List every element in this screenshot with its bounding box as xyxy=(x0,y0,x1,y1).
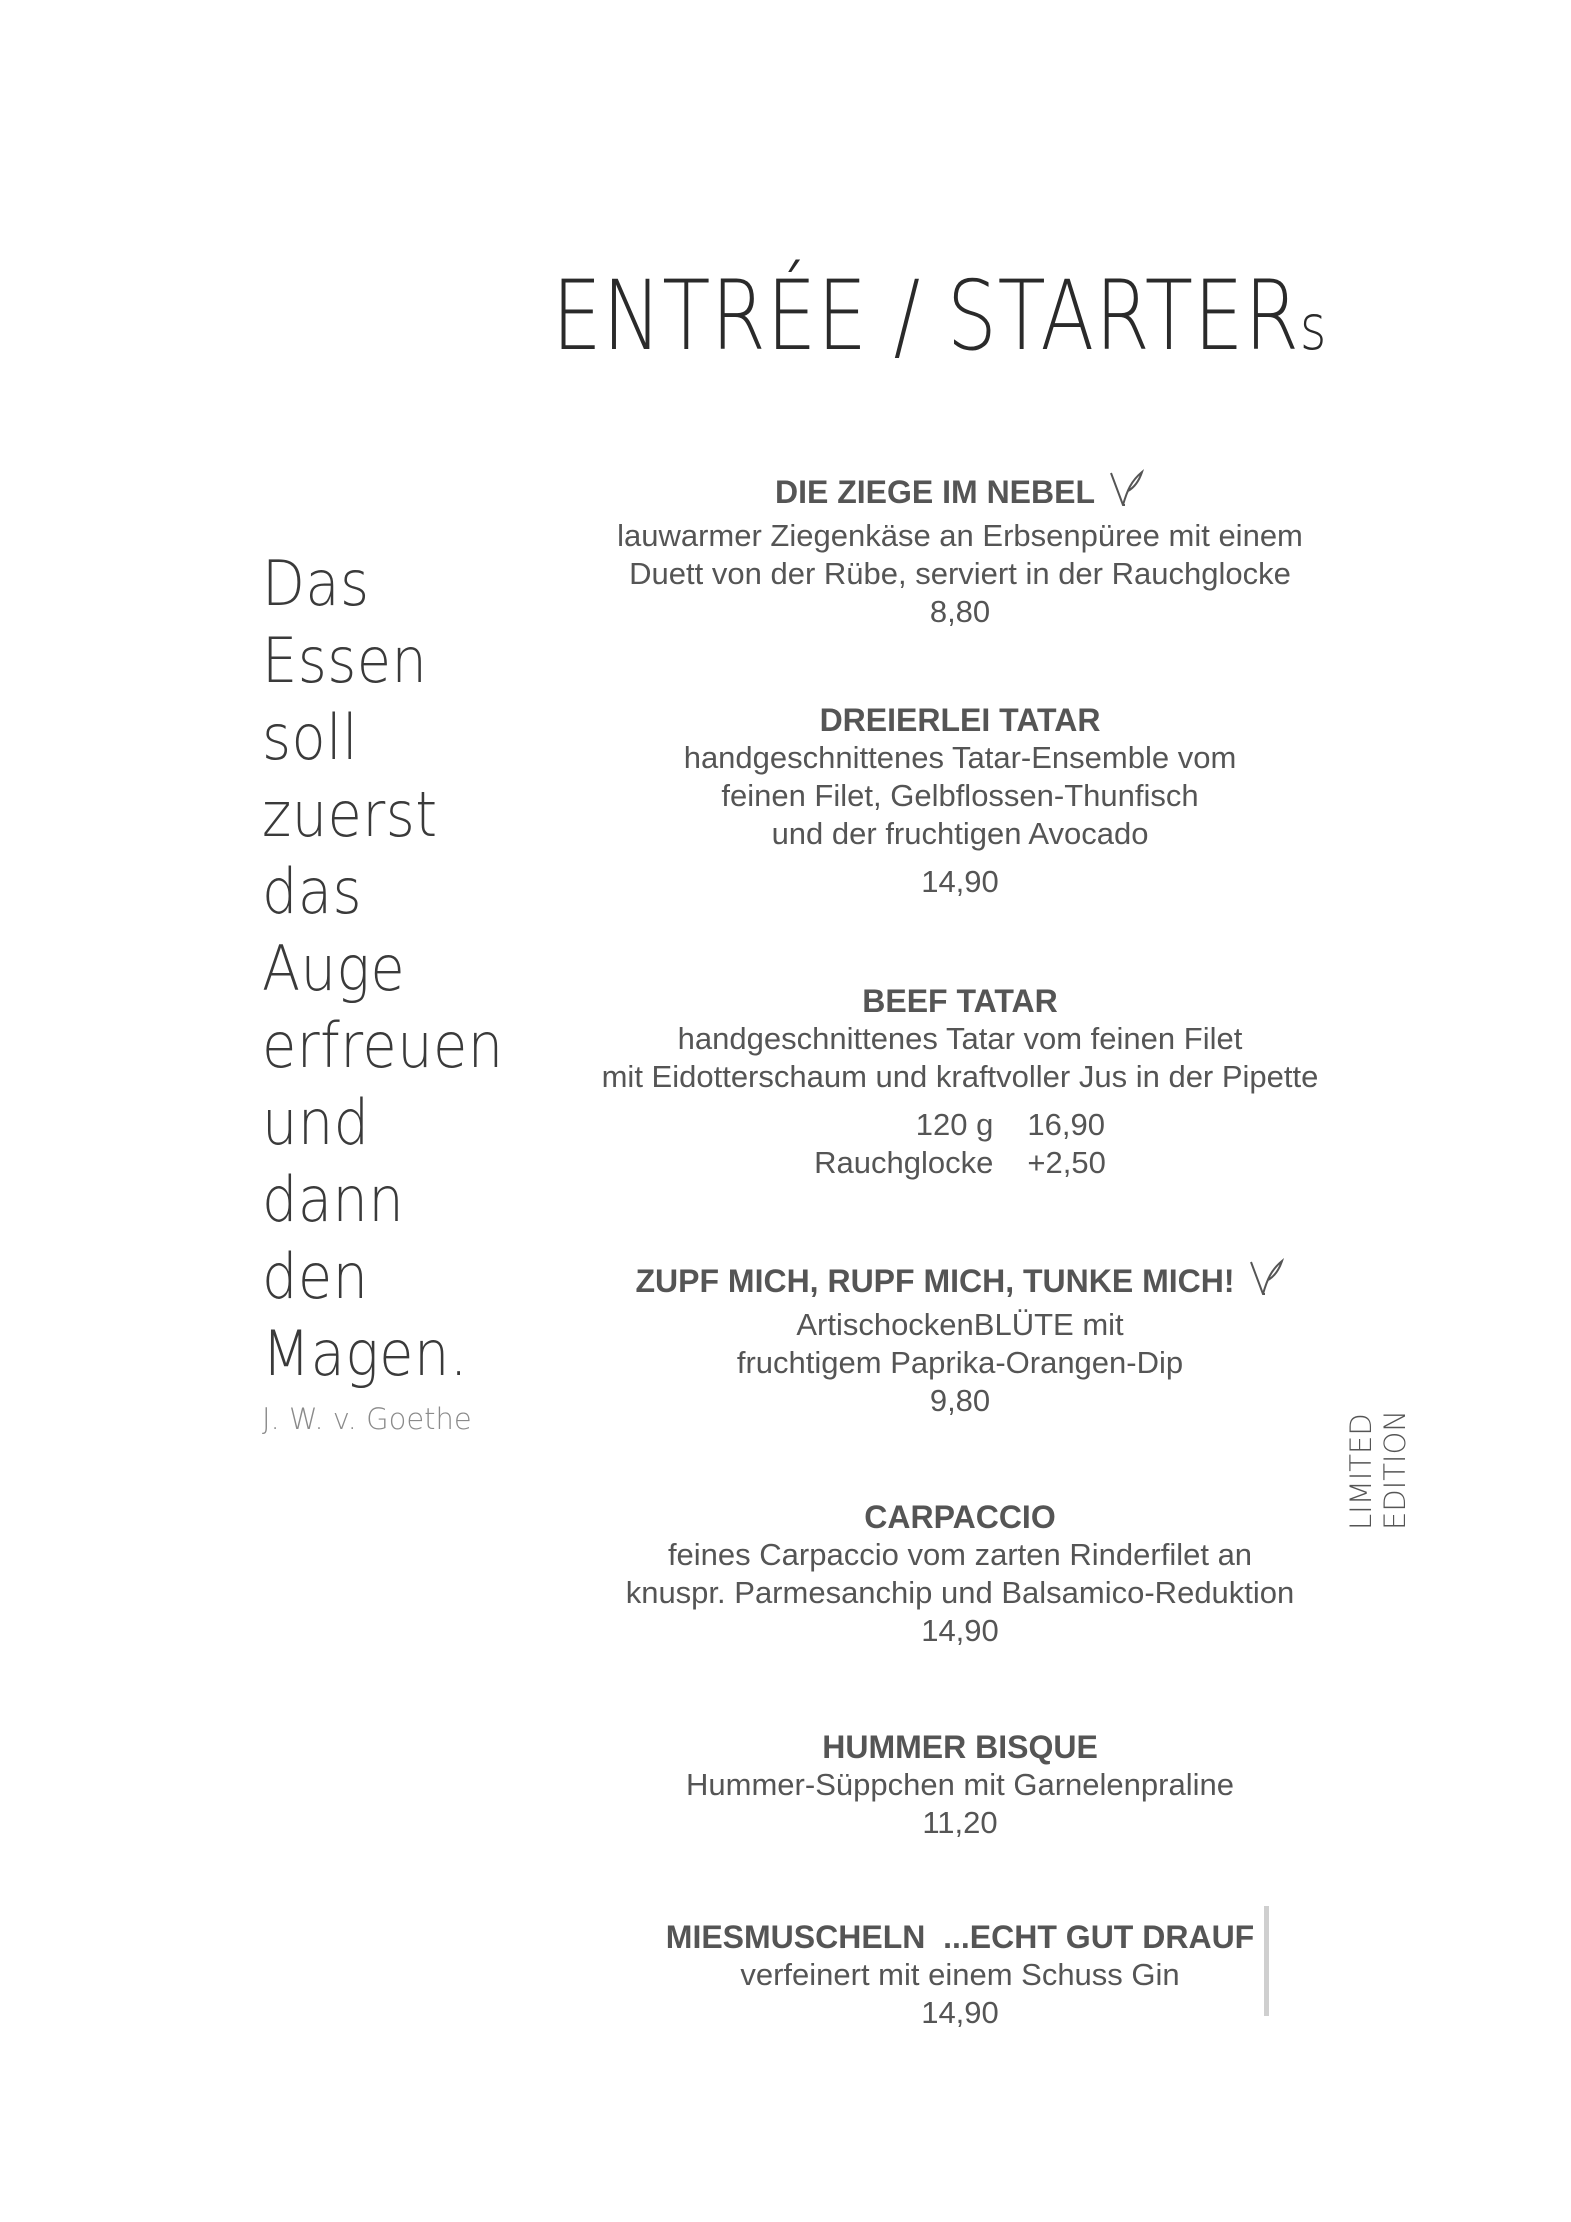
quote-word: den xyxy=(262,1240,369,1313)
item-name: DIE ZIEGE IM NEBEL xyxy=(774,474,1096,510)
quote-word: zuerst xyxy=(262,778,438,851)
badge-line: LIMITED xyxy=(1344,1413,1378,1530)
quote-word: Magen. xyxy=(262,1317,468,1390)
menu-item-carpaccio xyxy=(560,1498,1360,1650)
quote-word: das xyxy=(262,855,363,928)
item-description: und der fruchtigen Avocado xyxy=(771,816,1149,851)
item-name: DREIERLEI TATAR xyxy=(819,702,1101,738)
quote-word: Essen xyxy=(262,624,428,697)
item-description: mit Eidotterschaum und kraftvoller Jus in der Pipette xyxy=(601,1059,1319,1094)
item-description: handgeschnittenes Tatar vom feinen Filet xyxy=(677,1021,1243,1056)
menu-item-miesmuscheln xyxy=(560,1918,1360,2032)
quote-word: Das xyxy=(262,547,370,620)
item-description: verfeinert mit einem Schuss Gin xyxy=(740,1957,1180,1992)
quote-word: dann xyxy=(262,1163,405,1236)
item-name: CARPACCIO xyxy=(864,1499,1056,1535)
limited-edition-badge xyxy=(1310,1410,1450,1530)
item-name-row xyxy=(560,469,1360,517)
item-price: 11,20 xyxy=(922,1805,998,1840)
quote-word: soll xyxy=(262,701,359,774)
item-price: 14,90 xyxy=(921,864,999,899)
item-description: feinen Filet, Gelbflossen-Thunfisch xyxy=(721,778,1199,813)
item-price: 14,90 xyxy=(921,1995,999,2030)
item-description: Duett von der Rübe, serviert in der Rauchglocke xyxy=(629,556,1291,591)
goethe-quote xyxy=(262,545,542,1436)
menu-item-hummer-bisque xyxy=(560,1728,1360,1842)
item-description: feines Carpaccio vom zarten Rinderfilet an xyxy=(667,1537,1253,1572)
quote-author: J. W. v. Goethe xyxy=(262,1402,472,1436)
price-option-label: Rauchglocke xyxy=(814,1145,994,1180)
item-name: HUMMER BISQUE xyxy=(822,1729,1098,1765)
item-name: BEEF TATAR xyxy=(862,983,1058,1019)
item-description: Hummer-Süppchen mit Garnelenpraline xyxy=(686,1767,1234,1802)
badge-line: EDITION xyxy=(1378,1410,1412,1530)
item-description: ArtischockenBLÜTE mit xyxy=(796,1307,1124,1342)
item-description: fruchtigem Paprika-Orangen-Dip xyxy=(736,1345,1184,1380)
item-name: ZUPF MICH, RUPF MICH, TUNKE MICH! xyxy=(635,1263,1235,1299)
item-name: MIESMUSCHELN ...ECHT GUT DRAUF xyxy=(665,1919,1255,1955)
menu-item-dreierlei-tatar xyxy=(560,701,1360,901)
price-option-value: 16,90 xyxy=(1027,1107,1105,1142)
item-price: 8,80 xyxy=(929,594,991,629)
price-options xyxy=(814,1106,1106,1182)
vertical-divider xyxy=(1264,1906,1269,2016)
item-name-row xyxy=(560,1258,1360,1306)
menu-item-zupf-mich xyxy=(560,1258,1360,1420)
quote-word: und xyxy=(262,1086,370,1159)
page-title xyxy=(552,260,1328,372)
page-title-main: ENTRÉE / STARTER xyxy=(552,260,1300,372)
menu-item-die-ziege-im-nebel xyxy=(560,469,1360,631)
quote-word: Auge xyxy=(262,932,406,1005)
leaf-v-icon xyxy=(1249,1258,1285,1306)
item-price: 9,80 xyxy=(929,1383,991,1418)
item-description: lauwarmer Ziegenkäse an Erbsenpüree mit einem xyxy=(617,518,1303,553)
page-title-suffix: s xyxy=(1299,291,1328,364)
menu-item-beef-tatar xyxy=(560,982,1360,1182)
item-description: knuspr. Parmesanchip und Balsamico-Reduktion xyxy=(625,1575,1295,1610)
price-option-value: +2,50 xyxy=(1027,1145,1106,1180)
price-option-label: 120 g xyxy=(915,1107,994,1142)
leaf-v-icon xyxy=(1109,469,1145,517)
quote-word: erfreuen xyxy=(262,1009,504,1082)
item-description: handgeschnittenes Tatar-Ensemble vom xyxy=(683,740,1237,775)
item-price: 14,90 xyxy=(921,1613,999,1648)
